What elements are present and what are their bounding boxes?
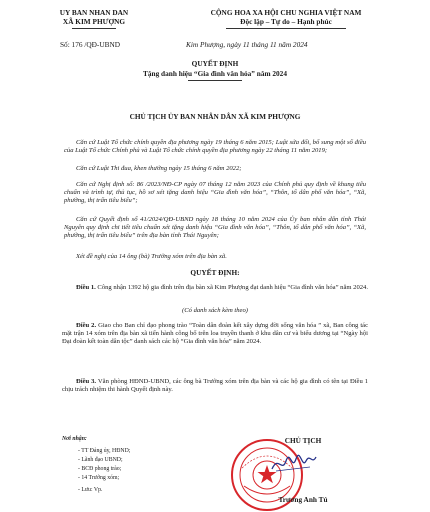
national-title: CỘNG HOA XA HỘI CHU NGHIA VIỆT NAM [210,8,362,17]
signer-title: CHỦ TỊCH [284,436,322,445]
article-1-text: Công nhận 1392 hộ gia đình trên địa bàn xã Kim Phượng đạt danh hiệu “Gia đình văn hóa” năm 2024. [95,284,369,291]
preamble-item-4: Căn cứ Quyết định số 41/2024/QĐ-UBND ngày 18 tháng 10 năm 2024 của Ủy ban nhân dân tỉnh Thái Nguyên quy định chi tiết tiêu chuẩn xét tặng danh hiệu “Gia đình văn hóa”, “Thôn, tổ dân phố văn hóa”, “Xã, phường, thị trấn tiêu biểu” trên địa bàn tỉnh Thái Nguyên; [64,216,366,239]
recipient-item: - BCĐ phong trào; [78,466,122,472]
document-subject: Tặng danh hiệu “Gia đình văn hóa” năm 2024 [143,69,287,78]
national-motto: Độc lập – Tự do – Hạnh phúc [240,17,332,26]
signature-icon [270,451,318,477]
preamble-item-5: Xét đề nghị của 14 ông (bà) Trưởng xóm trên địa bàn xã. [76,253,227,260]
article-2-label: Điều 2. [76,322,97,329]
preamble-item-3: Căn cứ Nghị định số: 86 /2023/NĐ-CP ngày 07 tháng 12 năm 2023 của Chính phủ quy định về khung tiêu chuẩn và trình tự, thủ tục, hồ sơ xét tặng danh hiệu “Gia đình văn hóa”, “Thôn, tổ dân phố văn hóa”, “Xã, phường, thị trấn tiêu biểu”; [64,181,366,204]
signer-name: Trương Anh Tú [278,495,328,504]
article-3-label: Điều 3. [76,378,97,385]
preamble-item-1: Căn cứ Luật Tổ chức chính quyền địa phương ngày 19 tháng 6 năm 2015; Luật sửa đổi, bổ sung một số điều của Luật Tổ chức Chính phủ và Luật Tổ chức chính quyền địa phương ngày 22 tháng 11 năm 2019; [64,139,366,154]
article-1 [62,284,368,292]
article-3-text: Văn phòng HĐND-UBND, các ông bà Trưởng xóm trên địa bàn và các hộ gia đình có tên tại Điều 1 chịu trách nhiệm thi hành Quyết định này. [62,378,369,393]
recipient-item: - Lưu: Vp. [78,487,103,493]
decision-heading: QUYẾT ĐỊNH: [190,268,240,277]
recipient-item: - Lãnh đạo UBND; [78,457,123,463]
article-1-label: Điều 1. [76,284,96,291]
recipient-item: - TT Đảng ủy, HĐND; [78,448,131,454]
place-date: Kim Phượng, ngày 11 tháng 11 năm 2024 [186,40,308,49]
article-1-note: (Có danh sách kèm theo) [182,307,248,314]
title-underline [188,80,242,81]
recipients-heading: Nơi nhận: [62,436,87,442]
article-2 [62,322,368,346]
issuer-commune: XÃ KIM PHƯỢNG [62,17,126,26]
document-type: QUYẾT ĐỊNH [191,59,239,68]
issuer-name: UY BAN NHAN DAN [59,8,129,17]
recipient-item: - 14 Trưởng xóm; [78,475,120,481]
preamble-item-2: Căn cứ Luật Thi đua, khen thưởng ngày 15 tháng 6 năm 2022; [76,165,242,172]
article-3 [62,378,368,394]
document-number: Số: 176 /QĐ-UBND [60,40,120,49]
motto-underline [226,28,346,29]
issuer-underline [72,28,116,29]
article-2-text: Giao cho Ban chỉ đạo phong trào “Toàn dân đoàn kết xây dựng đời sống văn hóa ” xã, Ban công tác mặt trận 14 xóm trên địa bàn xã tiến hành công bố trên loa truyền thanh ở khu dân cư và biểu dương tại “Ngày hội Đại đoàn kết toàn dân tộc” danh sách các hộ “Gia đình văn hóa” năm 2024. [62,322,369,345]
issuing-authority: CHỦ TỊCH ỦY BAN NHÂN DÂN XÃ KIM PHƯỢNG [129,112,301,121]
